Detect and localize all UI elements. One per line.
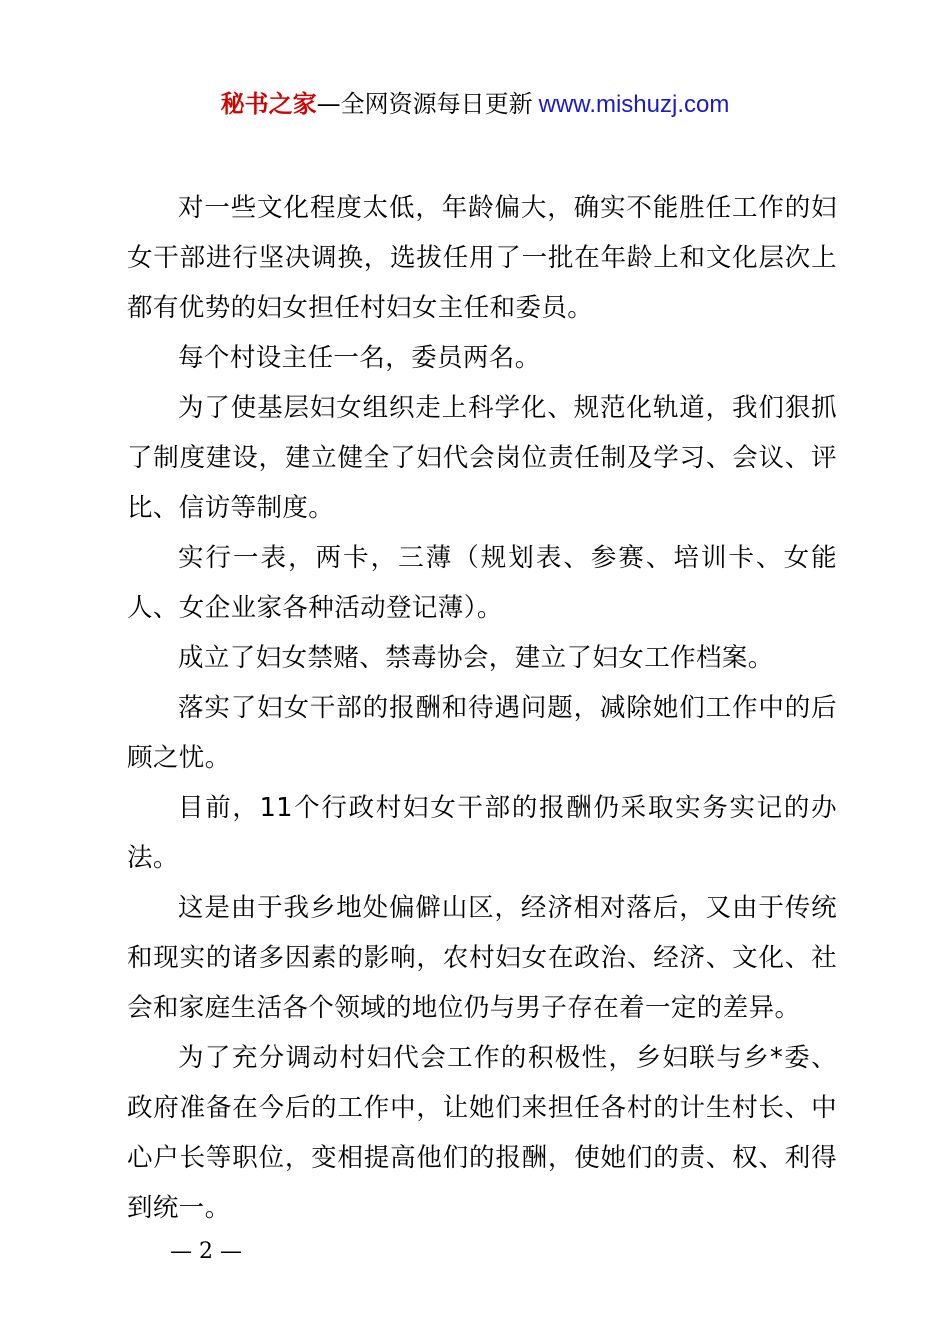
paragraph: 这是由于我乡地处偏僻山区，经济相对落后，又由于传统和现实的诸多因素的影响，农村妇女在政治、经济、文化、社会和家庭生活各个领域的地位仍与男子存在着一定的差异。 <box>127 893 837 1023</box>
page-number: — 2 — <box>170 1239 242 1264</box>
paragraph: 落实了妇女干部的报酬和待遇问题，减除她们工作中的后顾之忧。 <box>127 693 837 773</box>
paragraph: 对一些文化程度太低，年龄偏大，确实不能胜任工作的妇女干部进行坚决调换，选拔任用了一批在年龄上和文化层次上都有优势的妇女担任村妇女主任和委员。 <box>127 193 837 323</box>
paragraph: 每个村设主任一名，委员两名。 <box>178 343 541 373</box>
brand-name: 秘书之家 <box>220 90 317 118</box>
site-header <box>0 86 950 123</box>
paragraph: 目前，11个行政村妇女干部的报酬仍采取实务实记的办法。 <box>127 793 837 873</box>
paragraph: 成立了妇女禁赌、禁毒协会，建立了妇女工作档案。 <box>178 643 774 673</box>
document-body <box>127 183 837 1233</box>
site-url[interactable]: www.mishuzj.com <box>538 91 730 118</box>
paragraph: 为了使基层妇女组织走上科学化、规范化轨道，我们狠抓了制度建设，建立健全了妇代会岗位责任制及学习、会议、评比、信访等制度。 <box>127 393 837 523</box>
header-tagline: —全网资源每日更新 <box>316 90 533 118</box>
paragraph: 为了充分调动村妇代会工作的积极性，乡妇联与乡*委、政府准备在今后的工作中，让她们来担任各村的计生村长、中心户长等职位，变相提高他们的报酬，使她们的责、权、利得到统一。 <box>127 1043 837 1223</box>
paragraph: 实行一表，两卡，三薄（规划表、参赛、培训卡、女能人、女企业家各种活动登记薄）。 <box>127 543 837 623</box>
